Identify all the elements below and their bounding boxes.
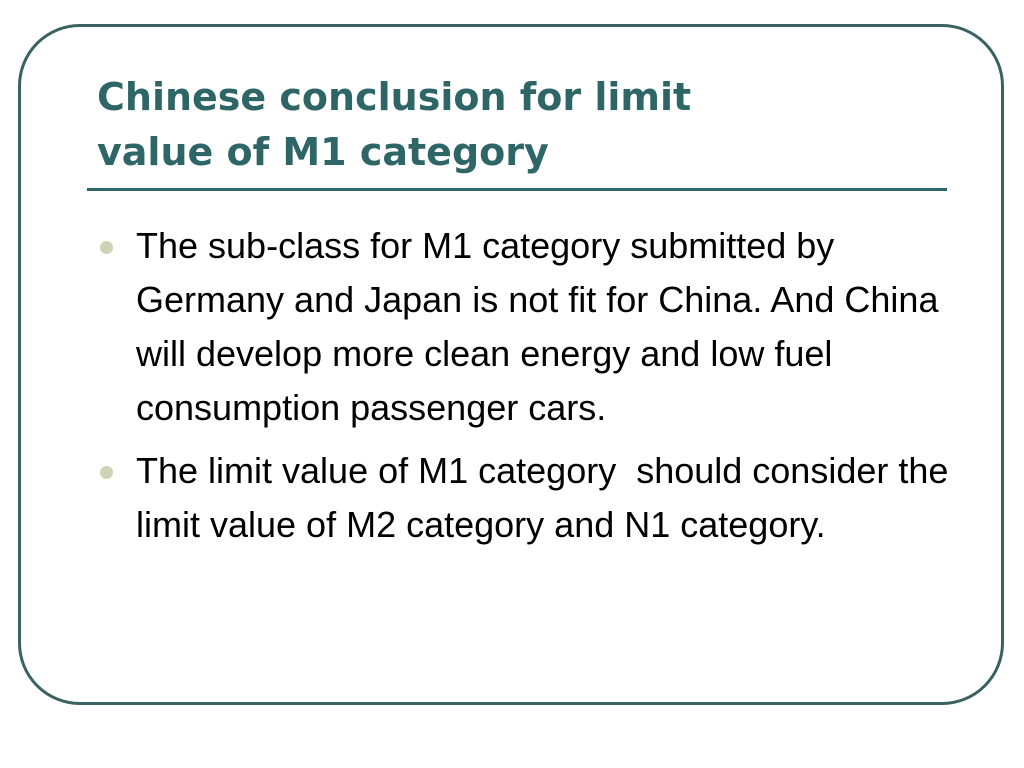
bullet-item-2: [98, 444, 958, 552]
bullet-icon: [100, 466, 113, 479]
bullet-item-1: [98, 219, 958, 435]
slide-title: Chinese conclusion for limit value of M1 category: [97, 75, 692, 174]
bullet-text-2: The limit value of M1 category should consider the limit value of M2 category and N1 category.: [136, 450, 959, 545]
title-divider: [87, 188, 947, 191]
bullet-icon: [100, 241, 113, 254]
bullet-text-1: The sub-class for M1 category submitted by Germany and Japan is not fit for China. And China will develop more clean energy and low fuel consumption passenger cars.: [136, 225, 939, 428]
bullet-list: [98, 219, 958, 561]
